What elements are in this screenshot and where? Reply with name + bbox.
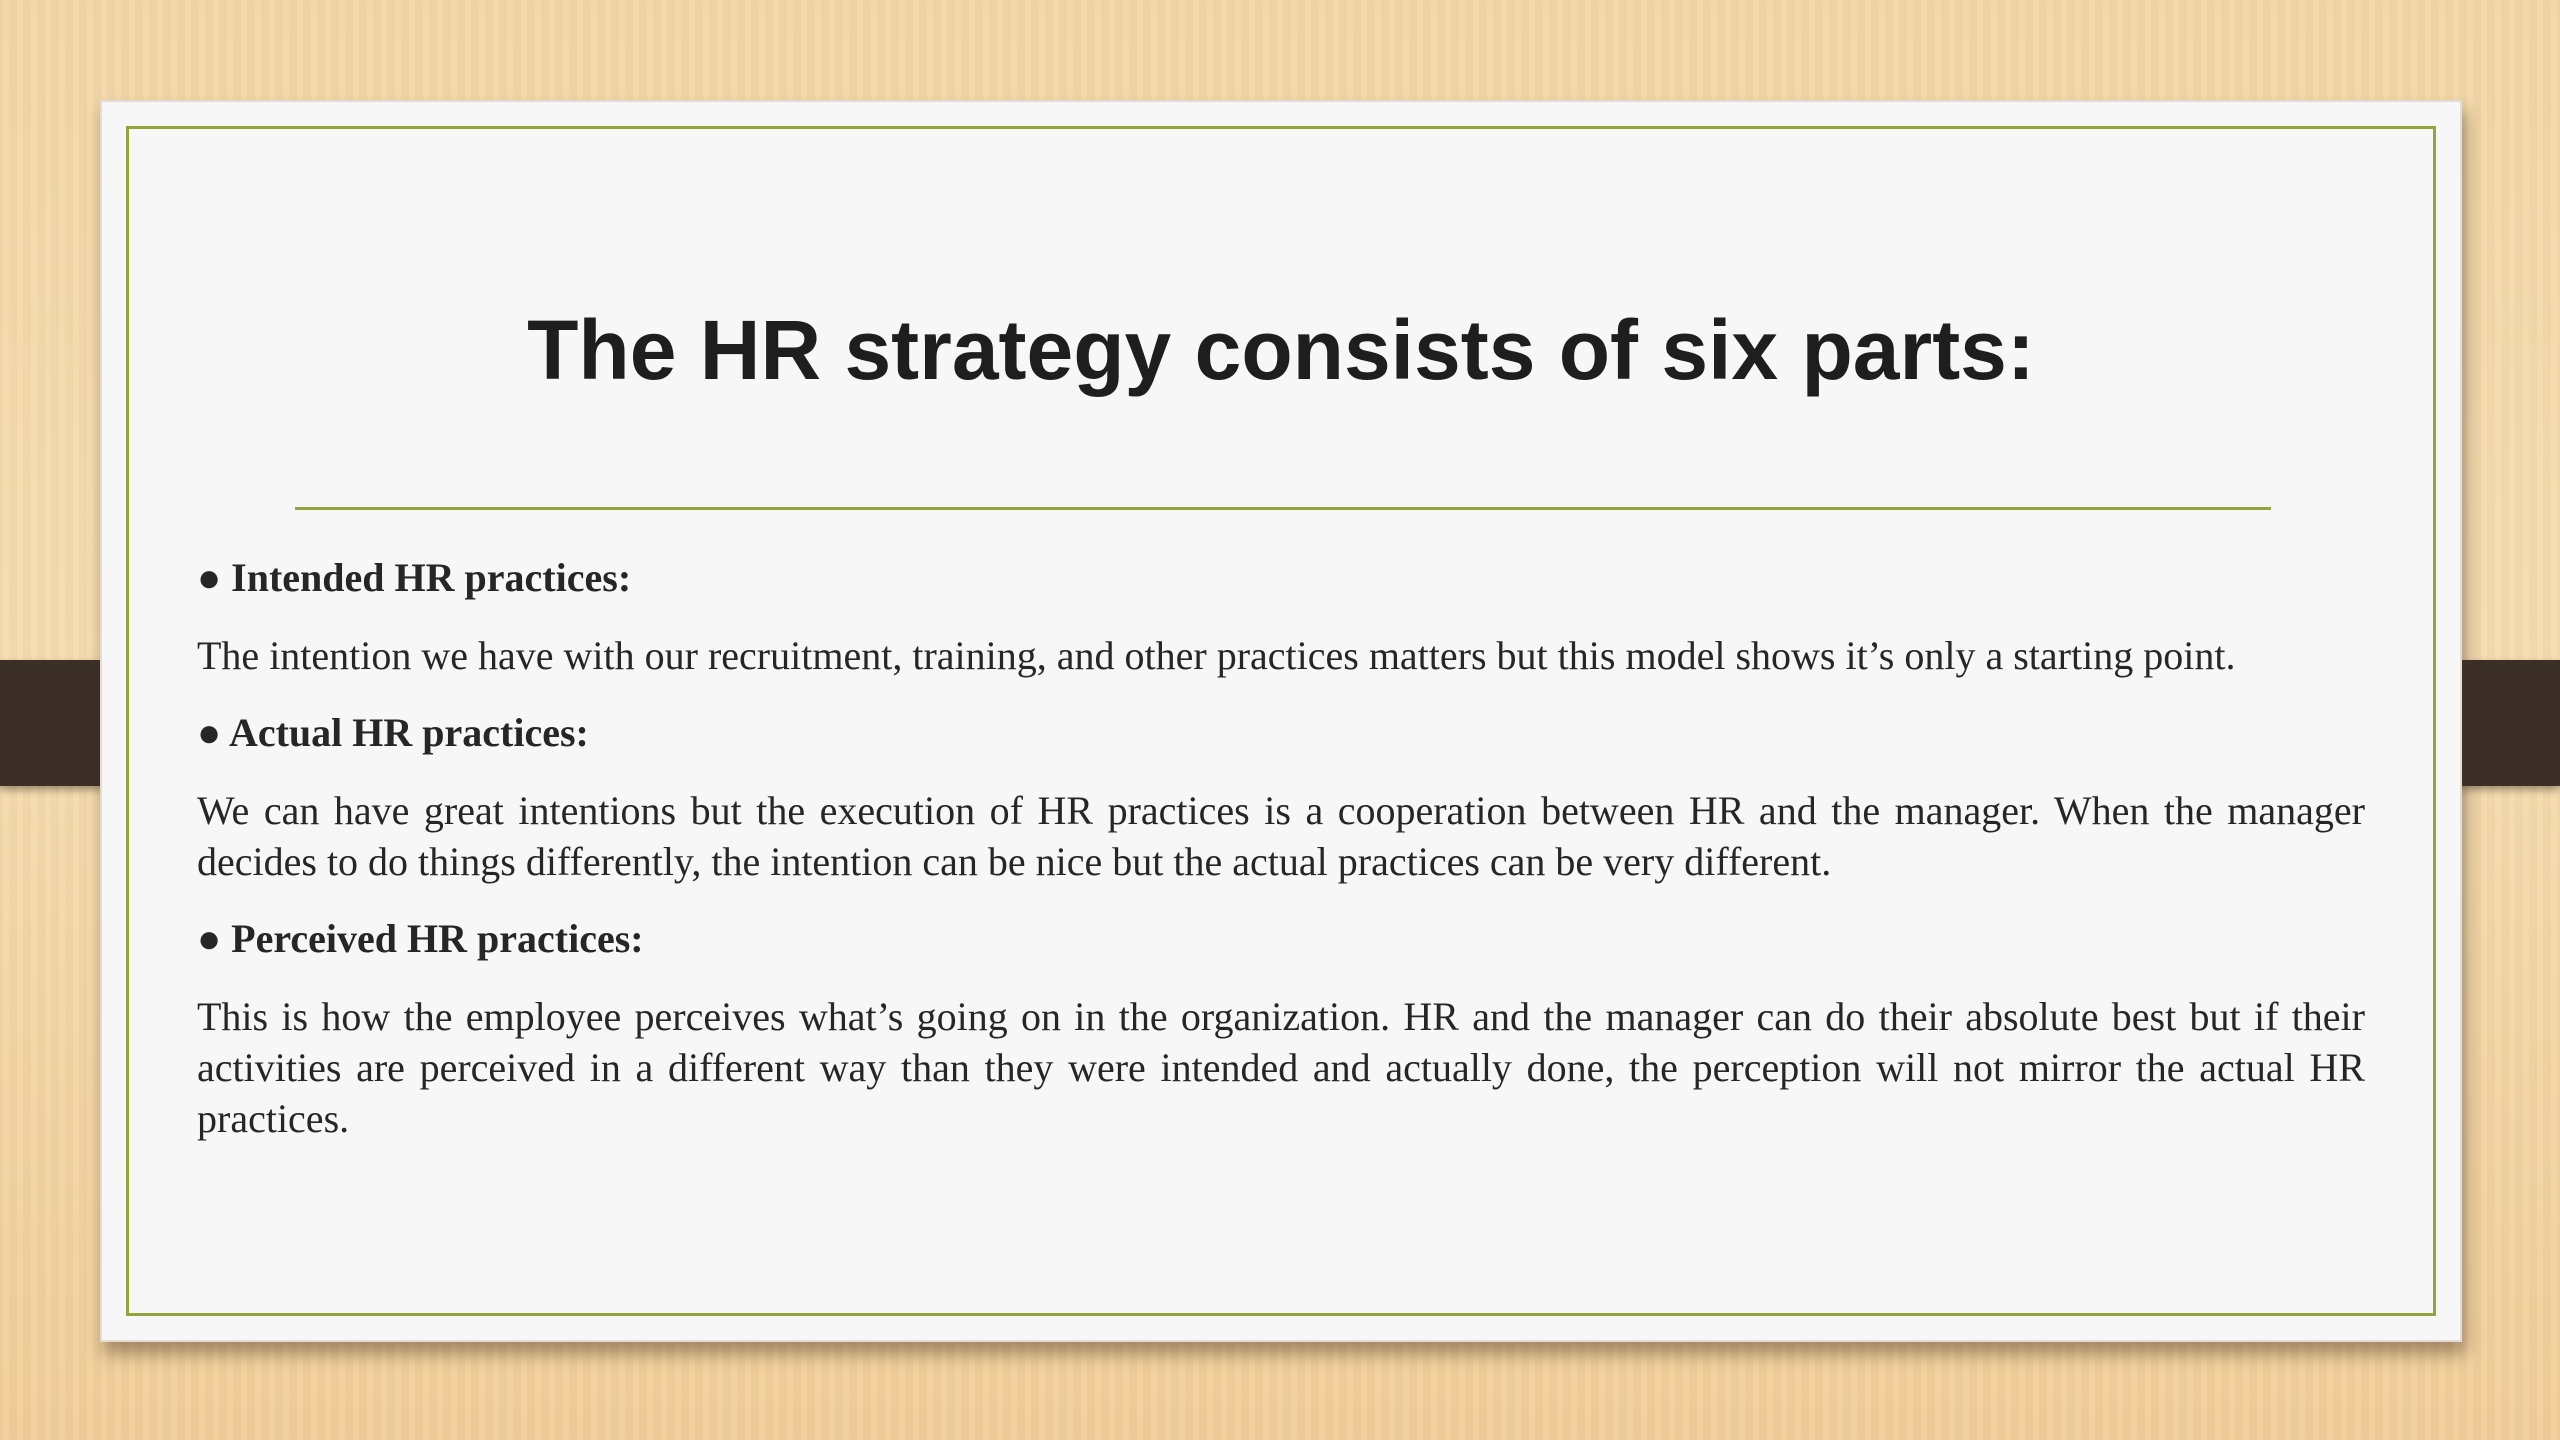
section-heading-intended [197,552,2365,604]
section-heading-label: Actual HR practices: [228,710,589,755]
slide-card [100,100,2462,1342]
section-text-perceived: This is how the employee perceives what’s going on in the organization. HR and the manager can do their absolute best but if their activities are perceived in a different way than they were intended and actually done, the perception will not mirror the actual HR practices. [197,994,2365,1141]
section-heading-perceived [197,913,2365,965]
slide-body [197,552,2365,1170]
bullet-icon: ● [197,710,222,755]
title-divider [295,507,2271,510]
bullet-icon: ● [197,555,222,600]
section-heading-label: Intended HR practices: [231,555,632,600]
slide-title: The HR strategy consists of six parts: [527,303,2035,397]
section-heading-actual [197,707,2365,759]
section-text-intended: The intention we have with our recruitment, training, and other practices matters but this model shows it’s only a starting point. [197,633,2236,678]
section-heading-label: Perceived HR practices: [231,916,644,961]
bullet-icon: ● [197,916,222,961]
section-text-actual: We can have great intentions but the execution of HR practices is a cooperation between HR and the manager. When the manager decides to do things differently, the intention can be nice but the actual practices can be very different. [197,788,2365,884]
